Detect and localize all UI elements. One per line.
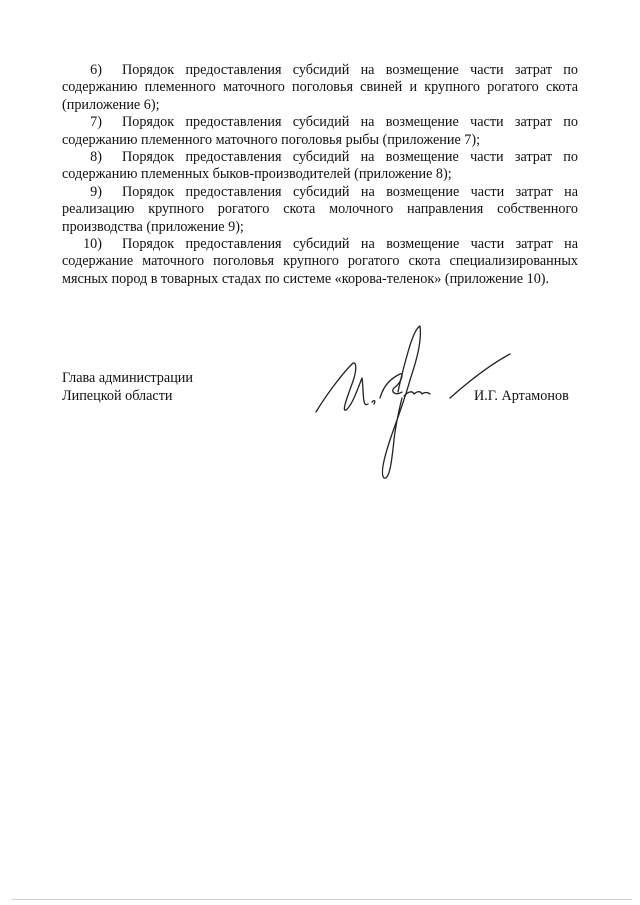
item-number: 7) <box>90 114 102 131</box>
document-list <box>62 62 578 288</box>
list-item <box>62 184 578 236</box>
list-item <box>62 236 578 288</box>
item-number: 10) <box>83 236 102 253</box>
signature-stroke <box>382 326 420 478</box>
signature-stroke <box>372 401 375 404</box>
list-item <box>62 149 578 184</box>
item-text: Порядок предоставления субсидий на возмещение части затрат по содержанию племенных быков-производителей (приложение 8); <box>62 149 578 183</box>
item-text: Порядок предоставления субсидий на возмещение части затрат по содержанию племенного маточного поголовья свиней и крупного рогатого скота (приложение 6); <box>62 62 578 113</box>
signer-name: И.Г. Артамонов <box>474 388 569 404</box>
list-item <box>62 114 578 149</box>
item-number: 6) <box>90 62 102 78</box>
item-number: 8) <box>90 149 102 166</box>
item-text: Порядок предоставления субсидий на возмещение части затрат на реализацию крупного рогатого скота молочного направления собственного производства (приложение 9); <box>62 183 578 235</box>
signature-stroke <box>316 363 368 412</box>
signatory-title <box>62 369 193 405</box>
signature-stroke <box>404 392 430 396</box>
item-number: 9) <box>90 183 102 200</box>
list-item <box>62 62 578 114</box>
item-text: Порядок предоставления субсидий на возмещение части затрат по содержанию племенного маточного поголовья рыбы (приложение 7); <box>62 114 578 148</box>
page-bottom-rule <box>12 899 632 900</box>
item-text: Порядок предоставления субсидий на возмещение части затрат на содержание маточного поголовья крупного рогатого скота специализированных мясных пород в товарных стадах по системе «корова-теленок» (приложение 10). <box>62 236 578 287</box>
signatory-title-line1: Глава администрации <box>62 370 193 386</box>
signatory-title-line2: Липецкой области <box>62 388 173 404</box>
